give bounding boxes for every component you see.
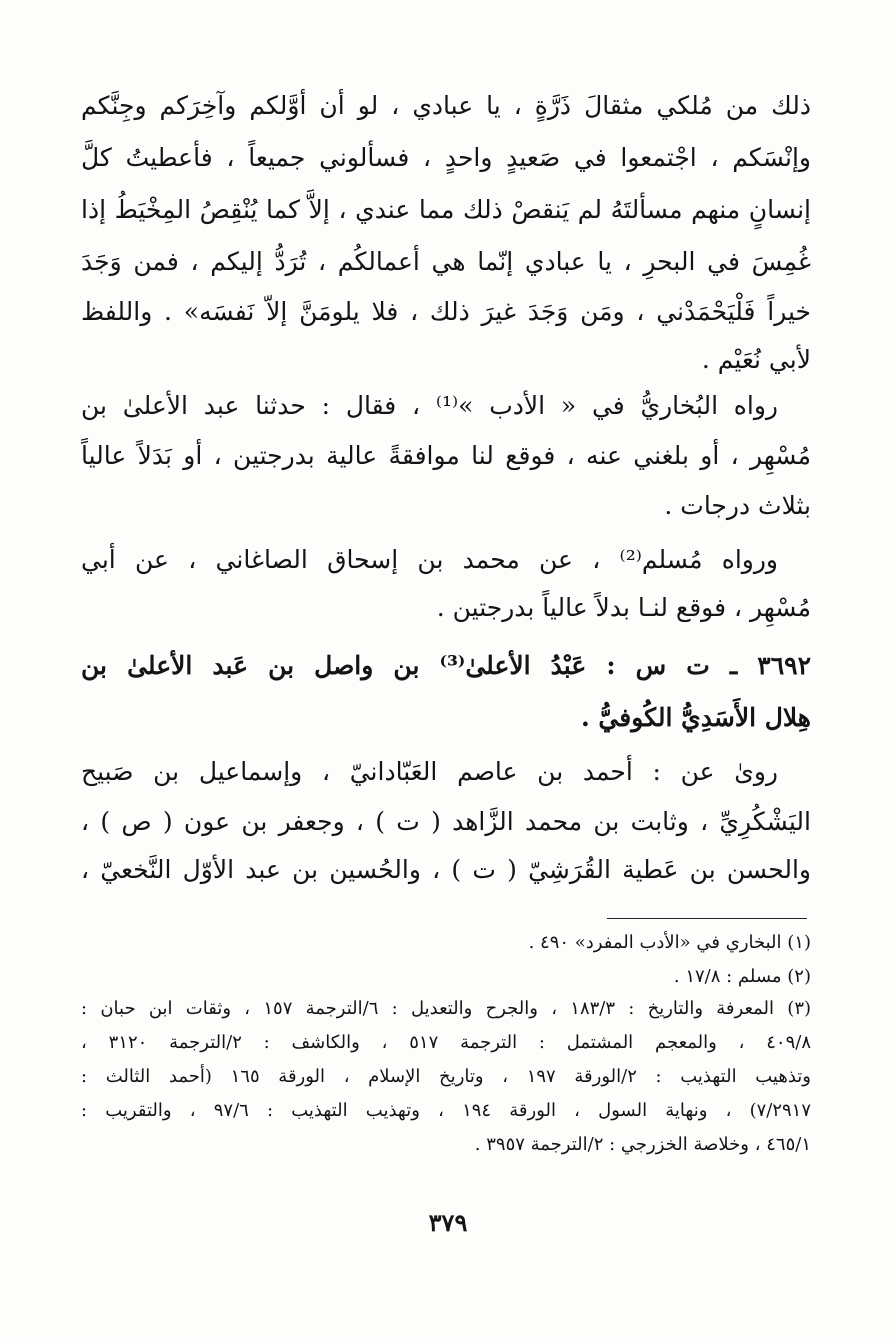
footnote-line: ٤٦٥/١ ، وخلاصة الخزرجي : ٢/الترجمة ٣٩٥٧ . [474, 1134, 811, 1155]
entry-title-line: هِلال الأَسَدِيُّ الكُوفيُّ . [581, 703, 811, 732]
text-line: لأبي نُعَيْم . [701, 345, 811, 374]
text-line: روىٰ عن : أحمد بن عاصم العَبّادانيّ ، وإسماعيل بن صَبيح [81, 757, 778, 786]
text-line: وإنْسَكم ، اجْتمعوا في صَعيدٍ واحدٍ ، فسألوني جميعاً ، فأعطيتُ كلَّ [81, 143, 811, 172]
entry-title-line: ٣٦٩٢ ـ ت س : عَبْدُ الأعلىٰ⁽³⁾ بن واصل بن عَبد الأعلىٰ بن [81, 651, 811, 680]
text-line: إنسانٍ منهم مسألتَهُ لم يَنقصْ ذلك مما عندي ، إلاَّ كما يُنْقِصُ المِخْيَطُ إذا [81, 195, 811, 224]
text-line: والحسن بن عَطية القُرَشِيّ ( ت ) ، والحُسين بن عبد الأوّل النَّخعيّ ، [81, 855, 811, 884]
text-line: ورواه مُسلم⁽²⁾ ، عن محمد بن إسحاق الصاغاني ، عن أبي [81, 545, 778, 574]
text-line: بثلاث درجات . [664, 491, 811, 520]
footnote-line: (١) البخاري في «الأدب المفرد» ٤٩٠ . [528, 932, 811, 953]
footnote-separator [607, 918, 807, 919]
text-line: غُمِسَ في البحرِ ، يا عبادي إنّما هي أعمالكُم ، تُرَدُّ إليكم ، فمن وَجَدَ [81, 247, 811, 276]
footnote-line: ٤٠٩/٨ ، والمعجم المشتمل : الترجمة ٥١٧ ، والكاشف : ٢/الترجمة ٣١٢٠ ، [81, 1032, 811, 1053]
footnote-line: (٣) المعرفة والتاريخ : ١٨٣/٣ ، والجرح والتعديل : ٦/الترجمة ١٥٧ ، وثقات ابن حبان : [81, 998, 811, 1019]
text-line: مُسْهِر ، فوقع لنـا بدلاً عالياً بدرجتين . [436, 593, 811, 622]
text-line: خيراً فَلْيَحْمَدْني ، ومَن وَجَدَ غيرَ ذلك ، فلا يلومَنَّ إلاّ نَفسَه» . واللفظ [81, 297, 811, 326]
footnote-line: ٧/٢٩١٧) ، ونهاية السول ، الورقة ١٩٤ ، وتهذيب التهذيب : ٩٧/٦ ، والتقريب : [81, 1100, 811, 1121]
text-line: اليَشْكُرِيِّ ، وثابت بن محمد الزَّاهد ( ت ) ، وجعفر بن عون ( ص ) ، [81, 807, 811, 836]
text-line: مُسْهِر ، أو بلغني عنه ، فوقع لنا موافقةً عالية بدرجتين ، أو بَدَلاً عالياً [81, 441, 811, 470]
text-line: رواه البُخاريُّ في « الأدب »⁽¹⁾ ، فقال : حدثنا عبد الأعلىٰ بن [81, 391, 778, 420]
text-line: ذلك من مُلكي مثقالَ ذَرَّةٍ ، يا عبادي ، لو أن أوَّلكم وآخِرَكم وجِنَّكم [81, 91, 811, 120]
page-number: ٣٧٩ [428, 1208, 468, 1237]
footnote-line: وتذهيب التهذيب : ٢/الورقة ١٩٧ ، وتاريخ الإسلام ، الورقة ١٦٥ (أحمد الثالث : [81, 1066, 811, 1087]
footnote-line: (٢) مسلم : ١٧/٨ . [673, 966, 811, 987]
